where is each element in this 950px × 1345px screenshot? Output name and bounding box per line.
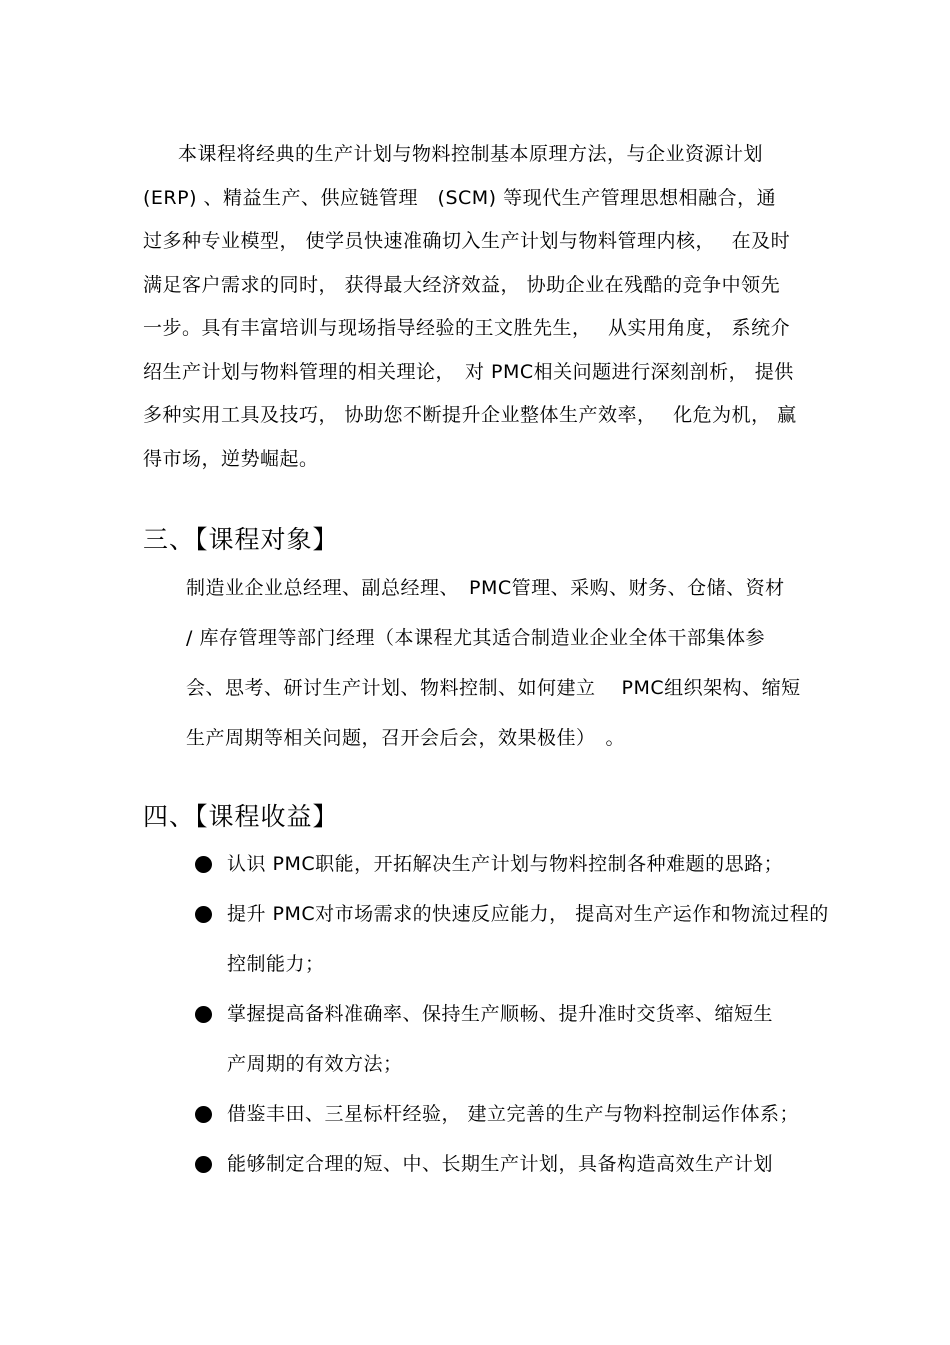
intro-line-2: (ERP) 、精益生产、供应链管理 (SCM) 等现代生产管理思想相融合，通 — [143, 187, 777, 209]
intro-line-1: 本课程将经典的生产计划与物料控制基本原理方法，与企业资源计划 — [178, 143, 764, 165]
section4-heading: 四、【课程收益】 — [143, 802, 339, 831]
bullet-dot — [195, 856, 212, 873]
section3-line-2: / 库存管理等部门经理（本课程尤其适合制造业企业全体干部集体参 — [186, 627, 765, 649]
benefit-1-line-1: 认识 PMC职能，开拓解决生产计划与物料控制各种难题的思路； — [227, 853, 784, 875]
benefit-2-line-1: 提升 PMC对市场需求的快速反应能力， 提高对生产运作和物流过程的 — [227, 903, 829, 925]
benefit-4-line-1: 借鉴丰田、三星标杆经验， 建立完善的生产与物料控制运作体系； — [227, 1103, 800, 1125]
bullet-dot — [195, 906, 212, 923]
benefit-3-line-1: 掌握提高备料准确率、保持生产顺畅、提升准时交货率、缩短生 — [227, 1003, 774, 1025]
section3-line-3: 会、思考、研讨生产计划、物料控制、如何建立 PMC组织架构、缩短 — [186, 677, 801, 699]
intro-line-6: 绍生产计划与物料管理的相关理论， 对 PMC相关问题进行深刻剖析， 提供 — [143, 361, 794, 383]
benefit-3-line-2: 产周期的有效方法； — [227, 1053, 403, 1075]
bullet-dot — [195, 1106, 212, 1123]
intro-line-5: 一步。具有丰富培训与现场指导经验的王文胜先生， 从实用角度， 系统介 — [143, 317, 791, 339]
benefit-5-line-1: 能够制定合理的短、中、长期生产计划，具备构造高效生产计划 — [227, 1153, 774, 1175]
intro-line-7: 多种实用工具及技巧， 协助您不断提升企业整体生产效率， 化危为机， 赢 — [143, 404, 797, 426]
bullet-dot — [195, 1006, 212, 1023]
bullet-dot — [195, 1156, 212, 1173]
section3-line-1: 制造业企业总经理、副总经理、 PMC管理、采购、财务、仓储、资材 — [186, 577, 785, 599]
intro-line-4: 满足客户需求的同时， 获得最大经济效益， 协助企业在残酷的竞争中领先 — [143, 274, 781, 296]
intro-line-8: 得市场，逆势崛起。 — [143, 448, 319, 470]
section3-heading: 三、【课程对象】 — [143, 525, 339, 554]
section3-line-4: 生产周期等相关问题，召开会后会，效果极佳） 。 — [186, 727, 626, 749]
benefit-2-line-2: 控制能力； — [227, 953, 325, 975]
intro-line-3: 过多种专业模型， 使学员快速准确切入生产计划与物料管理内核， 在及时 — [143, 230, 791, 252]
